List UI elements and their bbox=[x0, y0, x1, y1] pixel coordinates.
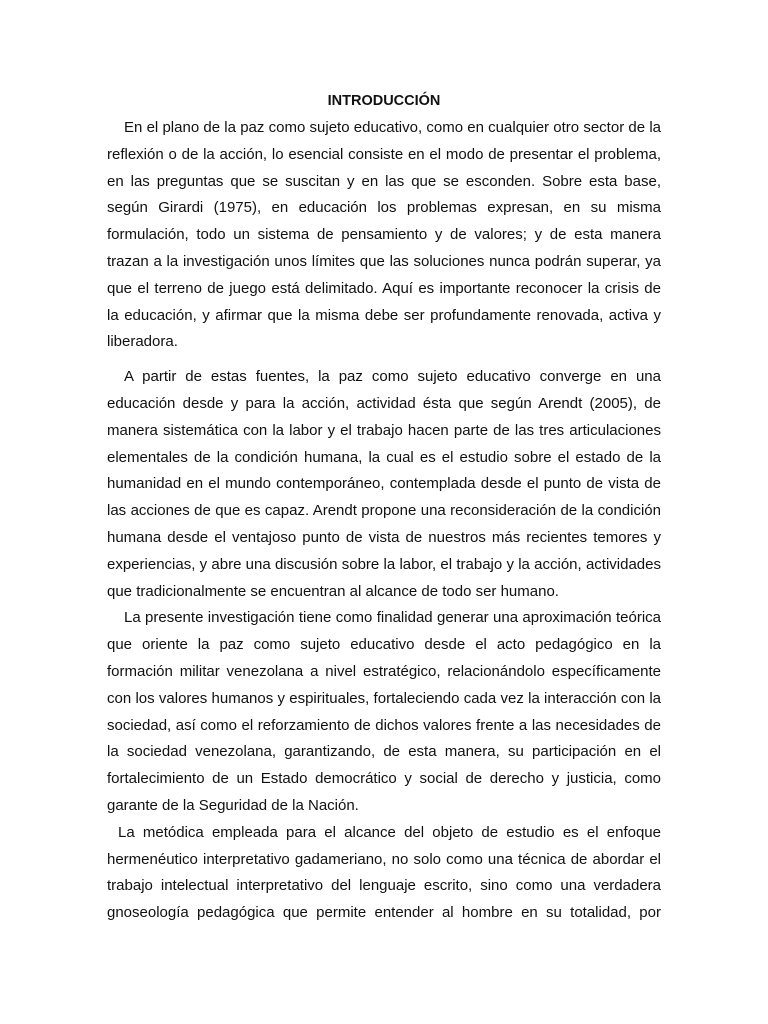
document-title: INTRODUCCIÓN bbox=[327, 93, 441, 109]
paragraph-3: La presente investigación tiene como finalidad generar una aproximación teórica que oriente la paz como sujeto educativo desde el acto pedagógico en la formación militar venezolana a nivel estratégico, relacionándolo específicamente con los valores humanos y espirituales, fortaleciendo cada vez la interacción con la sociedad, así como el reforzamiento de dichos valores frente a las necesidades de la sociedad venezolana, garantizando, de esta manera, su participación en el fortalecimiento de un Estado democrático y social de derecho y justicia, como garante de la Seguridad de la Nación. bbox=[107, 609, 661, 814]
paragraph-4: La metódica empleada para el alcance del objeto de estudio es el enfoque hermenéutico interpretativo gadameriano, no solo como una técnica de abordar el trabajo intelectual interpretativo del lenguaje escrito, sino como una verdadera gnoseología pedagógica que permite entender al hombre en su totalidad, por bbox=[107, 823, 661, 922]
document-page bbox=[107, 90, 661, 927]
paragraph-2: A partir de estas fuentes, la paz como sujeto educativo converge en una educación desde y para la acción, actividad ésta que según Arendt (2005), de manera sistemática con la labor y el trabajo hacen parte de las tres articulaciones elementales de la condición humana, la cual es el estudio sobre el estado de la humanidad en el mundo contemporáneo, contemplada desde el punto de vista de las acciones de que es capaz. Arendt propone una reconsideración de la condición humana desde el ventajoso punto de vista de nuestros más recientes temores y experiencias, y abre una discusión sobre la labor, el trabajo y la acción, actividades que tradicionalmente se encuentran al alcance de todo ser humano. bbox=[107, 368, 661, 600]
paragraph-1: En el plano de la paz como sujeto educativo, como en cualquier otro sector de la reflexión o de la acción, lo esencial consiste en el modo de presentar el problema, en las preguntas que se suscitan y en las que se esconden. Sobre esta base, según Girardi (1975), en educación los problemas expresan, en su misma formulación, todo un sistema de pensamiento y de valores; y de esta manera trazan a la investigación unos límites que las soluciones nunca podrán superar, ya que el terreno de juego está delimitado. Aquí es importante reconocer la crisis de la educación, y afirmar que la misma debe ser profundamente renovada, activa y liberadora. bbox=[107, 119, 661, 351]
